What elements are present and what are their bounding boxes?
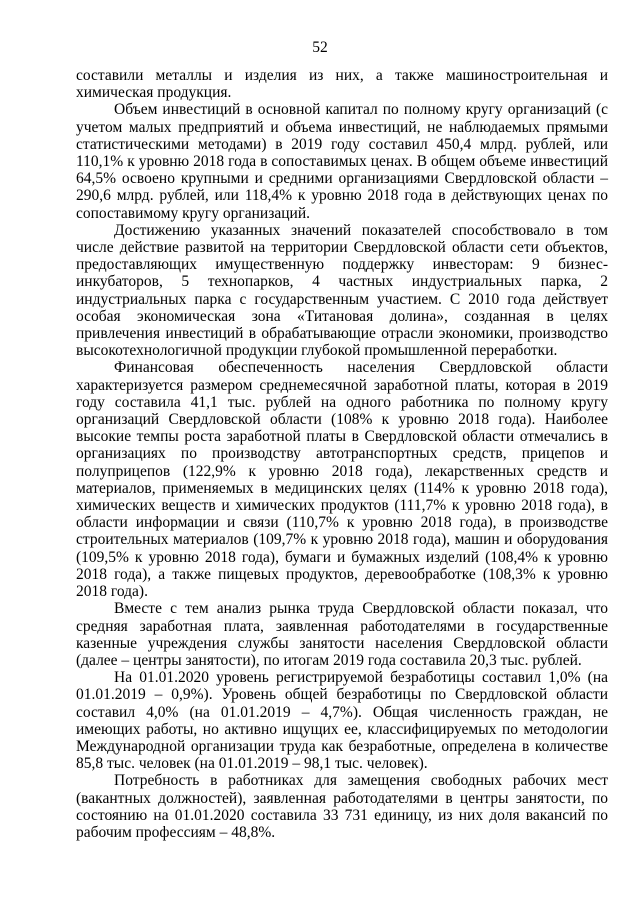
paragraph-wages: Финансовая обеспеченность населения Свердловской области характеризуется размером среднемесячной заработной платы, которая в 2019 году составила 41,1 тыс. рублей на одного работника по полному кругу организаций Свердловской области (108% к уровню 2018 года). Наиболее высокие темпы роста заработной платы в Свердловской области отмечались в организациях по производству автотранспортных средств, прицепов и полуприцепов (122,9% к уровню 2018 года), лекарственных средств и материалов, применяемых в медицинских целях (114% к уровню 2018 года), химических веществ и химических продуктов (111,7% к уровню 2018 года), в области информации и связи (110,7% к уровню 2018 года), в производстве строительных материалов (109,7% к уровню 2018 года), машин и оборудования (109,5% к уровню 2018 года), бумаги и бумажных изделий (108,4% к уровню 2018 года), а также пищевых продуктов, деревообработке (108,3% к уровню 2018 года). [76, 359, 608, 601]
paragraph-vacancies: Потребность в работниках для замещения свободных рабочих мест (вакантных должностей), заявленная работодателями в центры занятости, по состоянию на 01.01.2020 составила 33 731 единицу, из них доля вакансий по рабочим профессиям – 48,8%. [76, 772, 608, 841]
paragraph-investments: Объем инвестиций в основной капитал по полному кругу организаций (с учетом малых предприятий и объема инвестиций, не наблюдаемых прямыми статистическими методами) в 2019 году составил 450,4 млрд. рублей, или 110,1% к уровню 2018 года в сопоставимых ценах. В общем объеме инвестиций 64,5% освоено крупными и средними организациями Свердловской области – 290,6 млрд. рублей, или 118,4% к уровню 2018 года в действующих ценах по сопоставимому кругу организаций. [76, 101, 608, 222]
paragraph-infrastructure: Достижению указанных значений показателей способствовало в том числе действие развитой на территории Свердловской области сети объектов, предоставляющих имущественную поддержку инвесторам: 9 бизнес-инкубаторов, 5 технопарков, 4 частных индустриальных парка, 2 индустриальных парка с государственным участием. С 2010 года действует особая экономическая зона «Титановая долина», созданная в целях привлечения инвестиций в обрабатывающие отрасли экономики, производство высокотехнологичной продукции глубокой промышленной переработки. [76, 221, 608, 360]
page-number: 52 [312, 39, 328, 56]
body-text [76, 67, 608, 841]
paragraph-continuation: составили металлы и изделия из них, а также машиностроительная и химическая продукция. [76, 67, 608, 102]
paragraph-unemployment: На 01.01.2020 уровень регистрируемой безработицы составил 1,0% (на 01.01.2019 – 0,9%). Уровень общей безработицы по Свердловской области составил 4,0% (на 01.01.2019 – 4,7%). Общая численность граждан, не имеющих работы, но активно ищущих ее, классифицируемых по методологии Международной организации труда как безработные, определена в количестве 85,8 тыс. человек (на 01.01.2019 – 98,1 тыс. человек). [76, 669, 608, 773]
paragraph-labor-market: Вместе с тем анализ рынка труда Свердловской области показал, что средняя заработная плата, заявленная работодателями в государственные казенные учреждения службы занятости населения Свердловской области (далее – центры занятости), по итогам 2019 года составила 20,3 тыс. рублей. [76, 600, 608, 669]
